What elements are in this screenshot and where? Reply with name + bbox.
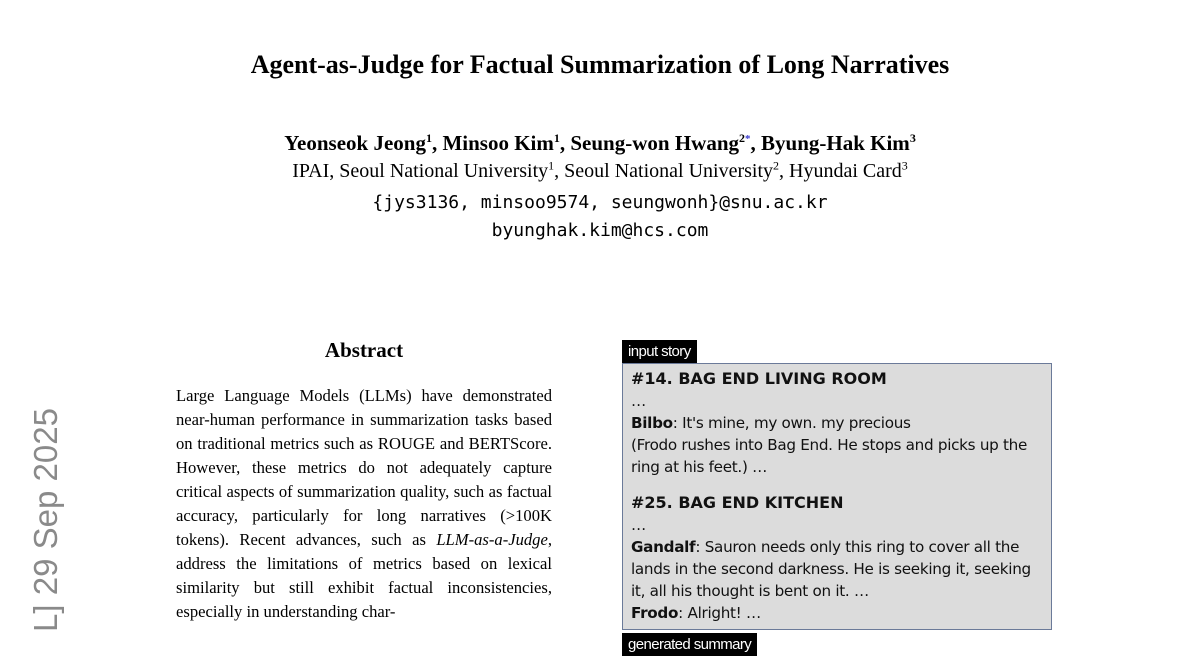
author-name: Minsoo Kim — [442, 131, 554, 155]
author-affiliation-mark: 3 — [909, 131, 916, 145]
affiliation-name: IPAI, Seoul National University — [292, 160, 549, 182]
speaker-name: Frodo — [631, 604, 679, 622]
author-affiliation-mark: 1 — [553, 131, 560, 145]
email-line-2: byunghak.kim@hcs.com — [491, 220, 709, 241]
author-list: Yeonseok Jeong$^1$, Minsoo Kim$^1$, Seung-won Hwang$^{2*}$, Byung-Hak Kim$^3$ — [284, 131, 916, 155]
script-line — [631, 536, 1043, 602]
author-affiliation-mark: 2 — [739, 131, 746, 145]
scene-heading: #14. BAG END LIVING ROOM — [631, 369, 887, 388]
affiliation-name: Seoul National University — [564, 160, 773, 182]
affiliation-line: IPAI, Seoul National University$^1$, Seoul National University$^2$, Hyundai Card$^3$ — [292, 158, 908, 182]
input-story-label: input story — [622, 340, 697, 363]
author-affiliation-mark: 1 — [425, 131, 432, 145]
speaker-name: Gandalf — [631, 538, 696, 556]
dialogue-text: … — [631, 392, 646, 410]
corresponding-author-mark: * — [745, 133, 751, 145]
scene-heading: #25. BAG END KITCHEN — [631, 493, 844, 512]
abstract-text: Large Language Models (LLMs) have demonstrated near-human performance in summarization tasks based on traditional metrics such as ROUGE and BERTScore. However, these metrics do not adequately capture critical aspects of summarization quality, such as factual accuracy, particularly for long narratives (>100K tokens). Recent advances, such as — [176, 386, 552, 549]
abstract-text: , address the limitations of metrics based on lexical similarity but still exhibit factual inconsistencies, especially in understanding char- — [176, 530, 552, 621]
script-line — [631, 602, 1043, 624]
dialogue-text: : It's mine, my own. my precious — [672, 414, 911, 432]
abstract-body — [176, 384, 552, 624]
scene-spacer — [631, 478, 1043, 492]
affiliation-mark: 1 — [548, 158, 555, 173]
script-line — [631, 390, 1043, 412]
dialogue-text: : Sauron needs only this ring to cover all the lands in the second darkness. He is seeking it, seeking it, all his thought is bent on it. … — [631, 538, 1031, 600]
dialogue-text: (Frodo rushes into Bag End. He stops and picks up the ring at his feet.) … — [631, 436, 1028, 476]
abstract-emphasis: LLM-as-a-Judge — [436, 530, 548, 549]
email-line-1: {jys3136, minsoo9574, seungwonh}@snu.ac.kr — [372, 192, 828, 213]
paper-title: Agent-as-Judge for Factual Summarization of Long Narratives — [250, 50, 950, 79]
affiliation-name: Hyundai Card — [789, 160, 902, 182]
dialogue-text: … — [631, 516, 646, 534]
script-line — [631, 412, 1043, 434]
abstract-heading: Abstract — [324, 338, 404, 362]
author-name: Seung-won Hwang — [570, 131, 740, 155]
author-name: Byung-Hak Kim — [761, 131, 910, 155]
affiliation-mark: 2 — [773, 158, 779, 173]
script-line — [631, 434, 1043, 478]
dialogue-text: : Alright! … — [678, 604, 761, 622]
input-story-box — [622, 363, 1052, 630]
arxiv-stamp-text: L] 29 Sep 2025 — [27, 408, 64, 632]
affiliation-mark: 3 — [901, 158, 908, 173]
author-name: Yeonseok Jeong — [284, 131, 426, 155]
speaker-name: Bilbo — [631, 414, 673, 432]
script-line — [631, 514, 1043, 536]
generated-summary-label: generated summary — [622, 633, 757, 656]
